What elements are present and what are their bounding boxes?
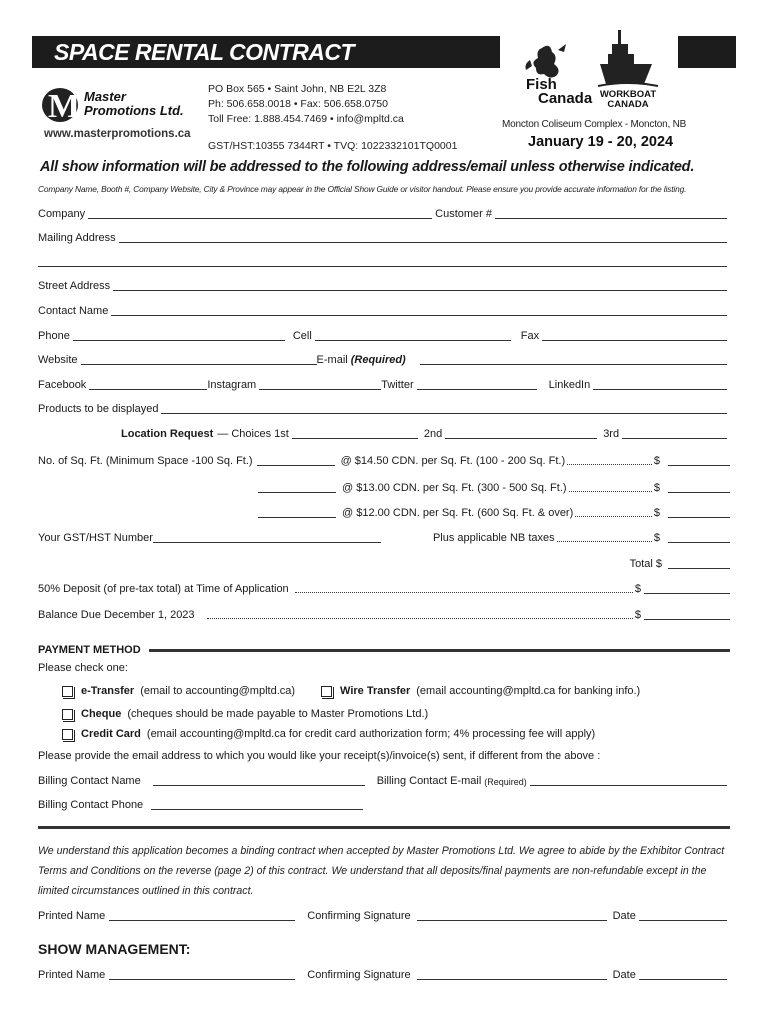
mgmt-printed-name-label: Printed Name xyxy=(38,969,106,981)
total-label: Total $ xyxy=(629,558,662,570)
printed-name-label: Printed Name xyxy=(38,910,106,922)
fish-canada-logo xyxy=(512,40,596,112)
twitter-label: Twitter xyxy=(381,379,414,391)
sqft-field-3[interactable] xyxy=(258,507,336,518)
sqft-field-2[interactable] xyxy=(258,482,336,493)
instagram-field[interactable] xyxy=(259,379,381,390)
choices-1st-label: — Choices 1st xyxy=(217,428,289,440)
nb-taxes-label: Plus applicable NB taxes xyxy=(432,532,555,544)
sqft-label: No. of Sq. Ft. (Minimum Space -100 Sq. Ft.) xyxy=(38,455,253,467)
credit-note: (email accounting@mpltd.ca for credit card authorization form; 4% processing fee will apply) xyxy=(146,728,596,740)
logo-text-line2: Promotions Ltd. xyxy=(84,103,184,118)
receipt-note: Please provide the email address to which you would like your receipt(s)/invoice(s) sent, if different from the above : xyxy=(38,750,601,762)
signature-row-2 xyxy=(38,967,730,981)
street-row xyxy=(38,278,730,292)
mgmt-date-field[interactable] xyxy=(639,969,727,980)
gst-number-label: Your GST/HST Number xyxy=(38,532,153,544)
cheque-checkbox[interactable] xyxy=(62,709,73,720)
sqft-field-1[interactable] xyxy=(257,455,335,466)
social-row xyxy=(38,377,730,391)
workboat-text1: WORKBOAT xyxy=(599,89,657,100)
total-row xyxy=(38,556,730,570)
rate2-dollar: $ xyxy=(653,482,660,494)
deposit-label: 50% Deposit (of pre-tax total) at Time of Application xyxy=(38,583,289,595)
facebook-field[interactable] xyxy=(89,379,207,390)
company-field[interactable] xyxy=(88,208,432,219)
etransfer-checkbox[interactable] xyxy=(62,686,73,697)
contact-name-field[interactable] xyxy=(111,305,727,316)
products-label: Products to be displayed xyxy=(38,403,159,415)
billing-email-required: (Required) xyxy=(484,777,527,787)
rate2-amount-field[interactable] xyxy=(668,482,730,493)
total-field[interactable] xyxy=(668,558,730,569)
gst-row xyxy=(38,530,730,544)
balance-field[interactable] xyxy=(644,609,730,620)
contact-row xyxy=(38,303,730,317)
rate2-label: @ $13.00 CDN. per Sq. Ft. (300 - 500 Sq. Ft.) xyxy=(342,482,567,494)
facebook-label: Facebook xyxy=(38,379,87,391)
payment-heading: PAYMENT METHOD xyxy=(38,644,141,656)
billing-name-label: Billing Contact Name xyxy=(38,775,141,787)
agreement-text: We understand this application becomes a binding contract when accepted by Master Promotions Ltd. We agree to abide by the Exhibitor Contract Terms and Conditions on the reverse (page 2) of this contract. We understand that all deposits/final payments are non-refundable except in the limited circumstances outlined in this contract. xyxy=(38,845,725,897)
etransfer-label: e-Transfer xyxy=(81,685,135,697)
header-black-box xyxy=(678,36,736,68)
printed-name-field[interactable] xyxy=(109,910,295,921)
location-row xyxy=(121,426,730,440)
fax-field[interactable] xyxy=(542,330,727,341)
phone-label: Phone xyxy=(38,330,70,342)
website-field[interactable] xyxy=(81,354,317,365)
balance-dollar: $ xyxy=(634,609,641,621)
billing-name-field[interactable] xyxy=(153,775,365,786)
cell-label: Cell xyxy=(292,330,312,342)
choice-3rd-label: 3rd xyxy=(603,428,620,440)
phone-field[interactable] xyxy=(73,330,285,341)
rate3-dollar: $ xyxy=(653,507,660,519)
instagram-label: Instagram xyxy=(207,379,257,391)
company-row xyxy=(38,206,730,220)
mailing-address-field[interactable] xyxy=(119,232,727,243)
website-row xyxy=(38,352,730,366)
confirming-signature-label: Confirming Signature xyxy=(307,910,411,922)
listing-notice: Company Name, Booth #, Company Website, City & Province may appear in the Official Show Guide or visitor handout. Please ensure you provide accurate information for the listing. xyxy=(38,184,687,194)
credit-label: Credit Card xyxy=(81,728,141,740)
wire-checkbox[interactable] xyxy=(321,686,332,697)
svg-text:M: M xyxy=(48,88,81,125)
check-one-row xyxy=(38,660,730,674)
date-label: Date xyxy=(612,910,636,922)
mgmt-confirming-signature-field[interactable] xyxy=(417,969,607,980)
choice-3rd-field[interactable] xyxy=(622,428,727,439)
master-promotions-logo xyxy=(40,84,190,128)
address-notice: All show information will be addressed to the following address/email unless otherwise indicated. xyxy=(40,159,695,175)
billing-phone-label: Billing Contact Phone xyxy=(38,799,144,811)
linkedin-label: LinkedIn xyxy=(548,379,591,391)
wire-label: Wire Transfer xyxy=(340,685,411,697)
balance-dots xyxy=(207,609,633,619)
check-one-label: Please check one: xyxy=(38,662,128,674)
gst-number: GST/HST:10355 7344RT • TVQ: 1022332101TQ0001 xyxy=(208,140,458,152)
cell-field[interactable] xyxy=(315,330,511,341)
email-field[interactable] xyxy=(420,354,727,365)
cheque-note: (cheques should be made payable to Master Promotions Ltd.) xyxy=(127,708,429,720)
mgmt-date-label: Date xyxy=(612,969,636,981)
phone-row xyxy=(38,328,730,342)
billing-phone-field[interactable] xyxy=(151,799,363,810)
contact-name-label: Contact Name xyxy=(38,305,109,317)
customer-no-label: Customer # xyxy=(435,208,492,220)
workboat-canada-logo xyxy=(596,30,660,112)
choice-2nd-field[interactable] xyxy=(445,428,597,439)
mgmt-confirming-signature-label: Confirming Signature xyxy=(307,969,411,981)
date-field[interactable] xyxy=(639,910,727,921)
deposit-dots xyxy=(295,583,633,593)
cheque-label: Cheque xyxy=(81,708,122,720)
email-label: E-mail xyxy=(316,354,348,366)
fish-logo-text1: Fish xyxy=(526,76,557,93)
venue: Moncton Coliseum Complex - Moncton, NB xyxy=(502,119,687,130)
billing-row xyxy=(38,773,730,787)
company-address: PO Box 565 • Saint John, NB E2L 3Z8 xyxy=(208,83,387,95)
page-title: SPACE RENTAL CONTRACT xyxy=(54,39,354,65)
street-address-label: Street Address xyxy=(38,280,111,292)
products-field[interactable] xyxy=(161,403,727,414)
payment-heading-rule xyxy=(149,649,730,652)
title-bar xyxy=(32,36,500,68)
email-required: (Required) xyxy=(350,354,406,366)
mailing-row-2 xyxy=(38,254,730,268)
rate2-dots xyxy=(569,482,652,492)
billing-email-label: Billing Contact E-mail xyxy=(376,775,482,787)
deposit-row xyxy=(38,581,730,595)
sqft-row-1 xyxy=(38,453,730,467)
rate3-amount-field[interactable] xyxy=(668,507,730,518)
rate3-label: @ $12.00 CDN. per Sq. Ft. (600 Sq. Ft. & over) xyxy=(342,507,574,519)
sqft-row-3 xyxy=(258,505,730,519)
credit-row xyxy=(62,726,730,740)
linkedin-field[interactable] xyxy=(593,379,727,390)
nb-taxes-field[interactable] xyxy=(668,532,730,543)
workboat-text2: CANADA xyxy=(607,99,649,110)
mgmt-printed-name-field[interactable] xyxy=(109,969,295,980)
company-contact xyxy=(208,82,404,127)
twitter-field[interactable] xyxy=(417,379,537,390)
balance-row xyxy=(38,607,730,621)
credit-checkbox[interactable] xyxy=(62,729,73,740)
fax-label: Fax xyxy=(520,330,540,342)
payment-heading-row xyxy=(38,643,730,657)
section-divider xyxy=(38,826,730,829)
deposit-field[interactable] xyxy=(644,583,730,594)
nb-taxes-dollar: $ xyxy=(653,532,660,544)
cheque-row xyxy=(62,706,730,720)
company-tollfree: Toll Free: 1.888.454.7469 • info@mpltd.ca xyxy=(208,113,404,125)
mailing-row xyxy=(38,230,730,244)
street-address-field[interactable] xyxy=(113,280,727,291)
logo-text-line1: Master xyxy=(84,89,126,104)
rate1-amount-field[interactable] xyxy=(668,455,730,466)
deposit-dollar: $ xyxy=(634,583,641,595)
company-label: Company xyxy=(38,208,86,220)
billing-phone-row xyxy=(38,797,730,811)
company-website[interactable]: www.masterpromotions.ca xyxy=(44,128,191,140)
rate3-dots xyxy=(575,507,652,517)
confirming-signature-field[interactable] xyxy=(417,910,607,921)
gst-number-field[interactable] xyxy=(153,532,381,543)
choice-2nd-label: 2nd xyxy=(423,428,443,440)
etransfer-row xyxy=(62,683,730,697)
mailing-address-field-2[interactable] xyxy=(38,256,727,267)
rate1-dots xyxy=(567,455,652,465)
balance-label: Balance Due December 1, 2023 xyxy=(38,609,195,621)
mailing-address-label: Mailing Address xyxy=(38,232,116,244)
show-management-heading: SHOW MANAGEMENT: xyxy=(38,941,191,957)
products-row xyxy=(38,401,730,415)
choice-1st-field[interactable] xyxy=(292,428,418,439)
nb-taxes-dots xyxy=(557,532,652,542)
customer-no-field[interactable] xyxy=(495,208,727,219)
fish-logo-text2: Canada xyxy=(538,90,593,107)
location-request-label: Location Request xyxy=(121,428,214,440)
wire-note: (email accounting@mpltd.ca for banking info.) xyxy=(416,685,641,697)
rate1-dollar: $ xyxy=(653,455,660,467)
sqft-row-2 xyxy=(258,480,730,494)
company-phone-fax: Ph: 506.658.0018 • Fax: 506.658.0750 xyxy=(208,98,388,110)
etransfer-note: (email to accounting@mpltd.ca) xyxy=(140,685,296,697)
rate1-label: @ $14.50 CDN. per Sq. Ft. (100 - 200 Sq. Ft.) xyxy=(340,455,566,467)
receipt-row xyxy=(38,748,730,762)
signature-row-1 xyxy=(38,908,730,922)
billing-email-field[interactable] xyxy=(530,775,727,786)
event-dates: January 19 - 20, 2024 xyxy=(528,134,674,150)
website-label: Website xyxy=(38,354,78,366)
